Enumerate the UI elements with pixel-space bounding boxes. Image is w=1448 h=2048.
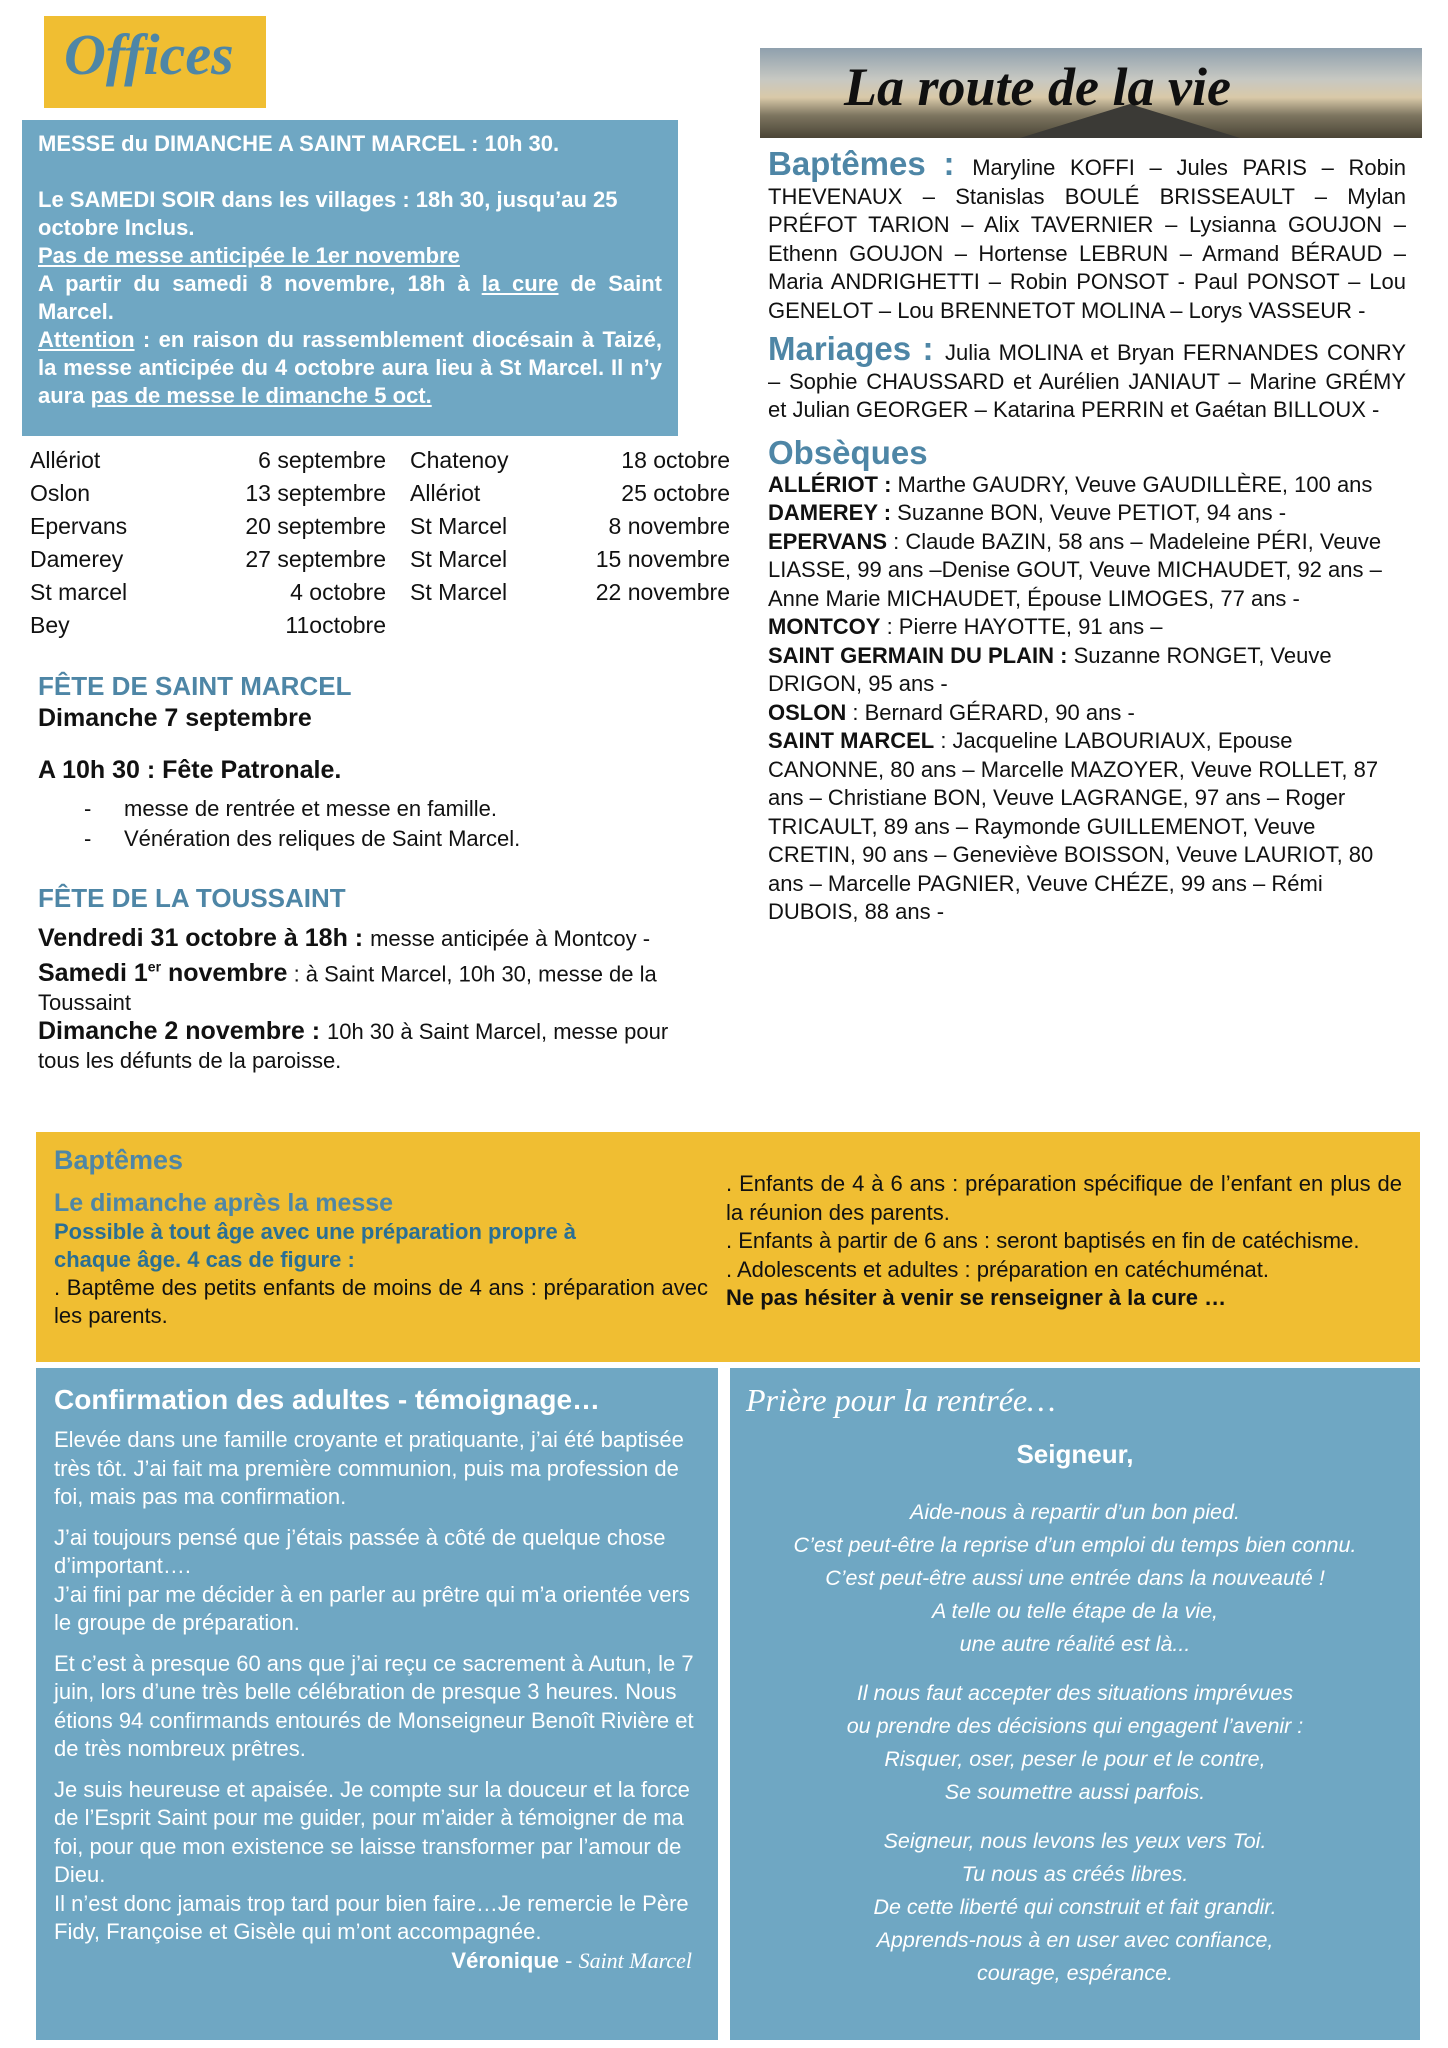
route-de-la-vie-column xyxy=(768,145,1406,927)
priere-line: une autre réalité est là... xyxy=(959,1632,1191,1656)
schedule-date: 18 octobre xyxy=(621,447,730,473)
schedule-place: Allériot xyxy=(410,480,481,506)
a-partir-notice: A partir du samedi 8 novembre, 18h à la cure de Saint Marcel. xyxy=(38,271,662,324)
priere-line: De cette liberté qui construit et fait grandir. xyxy=(873,1895,1277,1919)
offices-info-box xyxy=(22,120,678,436)
priere-line: courage, espérance. xyxy=(976,1961,1174,1985)
obseques-entry: EPERVANS : Claude BAZIN, 58 ans – Madeleine PÉRI, Veuve LIASSE, 99 ans –Denise GOUT, Veuve MICHAUDET, 92 ans – Anne Marie MICHAUDET, Épouse LIMOGES, 77 ans - xyxy=(768,528,1382,611)
route-banner-image xyxy=(760,48,1422,138)
attention-notice: Attention : en raison du rassemblement diocésain à Taizé, la messe anticipée du 4 octobre aura lieu à St Marcel. Il n’y aura pas de messe le dimanche 5 oct. xyxy=(38,327,662,408)
baptemes-box-heading: Baptêmes xyxy=(54,1145,184,1175)
baptemes-case-4: . Adolescents et adultes : préparation en catéchuménat. xyxy=(726,1256,1270,1282)
messe-dimanche: MESSE du DIMANCHE A SAINT MARCEL : 10h 30. xyxy=(38,131,560,156)
obseques-heading: Obsèques xyxy=(768,433,928,471)
schedule-date xyxy=(550,609,730,642)
mass-schedule-table xyxy=(30,444,730,642)
priere-stanza-3 xyxy=(746,1825,1404,1990)
mariages-list: Mariages : Julia MOLINA et Bryan FERNANDES CONRY – Sophie CHAUSSARD et Aurélien JANIAUT – Marine GRÉMY et Julian GEORGER – Katarina PERRIN et Gaétan BILLOUX - xyxy=(768,330,1406,422)
schedule-place: St marcel xyxy=(30,579,128,605)
confirmation-signature: Véronique - Saint Marcel xyxy=(451,1947,692,1973)
priere-line: C’est peut-être aussi une entrée dans la nouveauté ! xyxy=(825,1566,1325,1590)
baptemes-possible: Possible à tout âge avec une préparation propre à chaque âge. 4 cas de figure : xyxy=(54,1219,577,1272)
table-row xyxy=(30,609,730,642)
list-item: - Vénération des reliques de Saint Marcel. xyxy=(38,824,688,854)
confirmation-paragraph: Je suis heureuse et apaisée. Je compte sur la douceur et la force de l’Esprit Saint pour me guider, pour m’aider à témoigner de ma foi, pour que mon existence se laisse transformer par l’amour de Dieu. xyxy=(54,1776,690,1887)
fete-patronale: A 10h 30 : Fête Patronale. xyxy=(38,756,342,784)
obseques-entry: OSLON : Bernard GÉRARD, 90 ans - xyxy=(768,699,1135,725)
schedule-date: 11octobre xyxy=(285,612,386,638)
schedule-place: Bey xyxy=(30,612,70,638)
schedule-place: St Marcel xyxy=(410,546,508,572)
priere-line: Il nous faut accepter des situations imprévues xyxy=(856,1681,1294,1705)
obseques-entry: ALLÉRIOT : Marthe GAUDRY, Veuve GAUDILLÈRE, 100 ans xyxy=(768,471,1373,497)
priere-stanza-2 xyxy=(746,1677,1404,1809)
priere-box xyxy=(730,1368,1420,2040)
pas-de-messe-notice: Pas de messe anticipée le 1er novembre xyxy=(38,243,460,268)
priere-line: A telle ou telle étape de la vie, xyxy=(931,1599,1219,1623)
schedule-place: Allériot xyxy=(30,447,101,473)
samedi-soir: Le SAMEDI SOIR dans les villages : 18h 30, jusqu’au 25 octobre Inclus. xyxy=(38,187,618,240)
priere-line: Aide-nous à repartir d’un bon pied. xyxy=(910,1500,1240,1524)
schedule-place: St Marcel xyxy=(410,513,508,539)
confirmation-box xyxy=(36,1368,718,2040)
priere-line: Risquer, oser, peser le pour et le contre, xyxy=(884,1747,1266,1771)
obseques-entry: SAINT GERMAIN DU PLAIN : Suzanne RONGET, Veuve DRIGON, 95 ans - xyxy=(768,642,1332,696)
confirmation-paragraph: J’ai fini par me décider à en parler au prêtre qui m’a orientée vers le groupe de préparation. xyxy=(54,1581,690,1635)
schedule-date: 8 novembre xyxy=(608,513,730,539)
confirmation-paragraph: J’ai toujours pensé que j’étais passée à côté de quelque chose d’important…. xyxy=(54,1524,666,1578)
schedule-place: Chatenoy xyxy=(410,447,509,473)
schedule-date: 25 octobre xyxy=(621,480,730,506)
table-row xyxy=(30,543,730,576)
schedule-place: St Marcel xyxy=(410,579,508,605)
table-row xyxy=(30,510,730,543)
toussaint-section xyxy=(38,882,688,1075)
priere-line: C’est peut-être la reprise d’un emploi du temps bien connu. xyxy=(793,1533,1357,1557)
toussaint-dimanche: Dimanche 2 novembre : 10h 30 à Saint Marcel, messe pour tous les défunts de la paroisse. xyxy=(38,1017,669,1074)
obseques-list xyxy=(768,471,1406,927)
toussaint-samedi: Samedi 1er novembre : à Saint Marcel, 10h 30, messe de la Toussaint xyxy=(38,959,657,1016)
schedule-date: 27 septembre xyxy=(245,546,386,572)
baptemes-box-subheading: Le dimanche après la messe xyxy=(54,1189,394,1217)
baptemes-closing: Ne pas hésiter à venir se renseigner à la cure … xyxy=(726,1285,1227,1310)
confirmation-paragraph: Il n’est donc jamais trop tard pour bien faire…Je remercie le Père Fidy, Françoise et Gisèle qui m’ont accompagnée. xyxy=(54,1890,689,1944)
priere-seigneur: Seigneur, xyxy=(1016,1439,1134,1469)
schedule-date: 22 novembre xyxy=(595,579,730,605)
baptemes-left-column xyxy=(54,1142,708,1330)
list-item: - messe de rentrée et messe en famille. xyxy=(38,794,688,824)
baptemes-right-column xyxy=(726,1170,1402,1313)
schedule-date: 6 septembre xyxy=(258,447,386,473)
table-row xyxy=(30,477,730,510)
route-title: La route de la vie xyxy=(844,57,1231,117)
priere-title: Prière pour la rentrée… xyxy=(746,1382,1056,1418)
fete-saint-marcel-section xyxy=(38,670,688,854)
fete-saint-marcel-heading: FÊTE DE SAINT MARCEL xyxy=(38,671,352,701)
schedule-place: Oslon xyxy=(30,480,91,506)
schedule-date: 15 novembre xyxy=(595,546,730,572)
fete-saint-marcel-date: Dimanche 7 septembre xyxy=(38,704,312,732)
baptemes-case-1: . Baptême des petits enfants de moins de 4 ans : préparation avec les parents. xyxy=(54,1275,708,1328)
table-row xyxy=(30,576,730,609)
table-row xyxy=(30,444,730,477)
confirmation-paragraph: Et c’est à presque 60 ans que j’ai reçu ce sacrement à Autun, le 7 juin, lors d’une très belle célébration de presque 3 heures. Nous étions 94 confirmands entourés de Monseigneur Benoît Rivière et de très nombreux prêtres. xyxy=(54,1650,694,1761)
schedule-place: Damerey xyxy=(30,546,124,572)
fete-saint-marcel-list xyxy=(38,794,688,854)
priere-line: Apprends-nous à en user avec confiance, xyxy=(876,1928,1274,1952)
priere-line: Se soumettre aussi parfois. xyxy=(944,1780,1206,1804)
priere-stanza-1 xyxy=(746,1496,1404,1661)
offices-title: Offices xyxy=(44,16,266,108)
toussaint-vendredi: Vendredi 31 octobre à 18h : messe anticipée à Montcoy - xyxy=(38,924,651,952)
baptemes-case-3: . Enfants à partir de 6 ans : seront baptisés en fin de catéchisme. xyxy=(726,1228,1360,1253)
priere-line: Tu nous as créés libres. xyxy=(961,1862,1189,1886)
confirmation-paragraph: Elevée dans une famille croyante et pratiquante, j’ai été baptisée très tôt. J’ai fait ma première communion, puis ma profession de foi, mais pas ma confirmation. xyxy=(54,1427,684,1509)
priere-line: ou prendre des décisions qui engagent l’avenir : xyxy=(846,1714,1304,1738)
toussaint-heading: FÊTE DE LA TOUSSAINT xyxy=(38,883,346,913)
schedule-place xyxy=(410,609,550,642)
priere-line: Seigneur, nous levons les yeux vers Toi. xyxy=(883,1829,1267,1853)
schedule-date: 4 octobre xyxy=(290,579,386,605)
baptemes-list: Baptêmes : Maryline KOFFI – Jules PARIS – Robin THEVENAUX – Stanislas BOULÉ BRISSEAULT – Mylan PRÉFOT TARION – Alix TAVERNIER – Lysianna GOUJON – Ethenn GOUJON – Hortense LEBRUN – Armand BÉRAUD – Maria ANDRIGHETTI – Robin PONSOT - Paul PONSOT – Lou GENELOT – Lou BRENNETOT MOLINA – Lorys VASSEUR - xyxy=(768,145,1406,323)
baptemes-case-2: . Enfants de 4 à 6 ans : préparation spécifique de l’enfant en plus de la réunion des parents. xyxy=(726,1171,1402,1225)
obseques-entry: MONTCOY : Pierre HAYOTTE, 91 ans – xyxy=(768,614,1163,639)
schedule-date: 13 septembre xyxy=(245,480,386,506)
obseques-entry: SAINT MARCEL : Jacqueline LABOURIAUX, Epouse CANONNE, 80 ans – Marcelle MAZOYER, Veuve ROLLET, 87 ans – Christiane BON, Veuve LAGRANGE, 97 ans – Roger TRICAULT, 89 ans – Raymonde GUILLEMENOT, Veuve CRETIN, 90 ans – Geneviève BOISSON, Veuve LAURIOT, 80 ans – Marcelle PAGNIER, Veuve CHÉZE, 99 ans – Rémi DUBOIS, 88 ans - xyxy=(768,728,1379,924)
schedule-place: Epervans xyxy=(30,513,128,539)
schedule-date: 20 septembre xyxy=(245,513,386,539)
obseques-entry: DAMEREY : Suzanne BON, Veuve PETIOT, 94 ans - xyxy=(768,500,1287,525)
confirmation-title: Confirmation des adultes - témoignage… xyxy=(54,1384,601,1415)
